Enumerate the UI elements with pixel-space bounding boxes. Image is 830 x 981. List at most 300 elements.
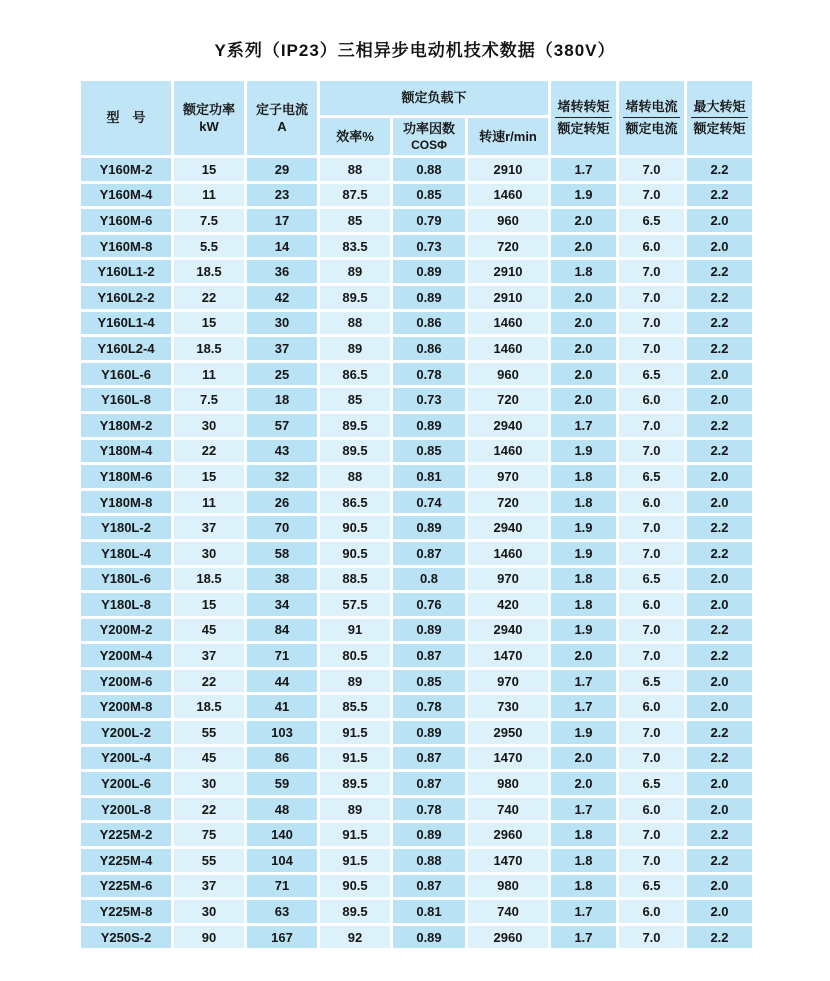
header-stator-current-line1: 定子电流: [255, 102, 308, 117]
model-cell: Y160M-8: [81, 235, 171, 258]
table-row: [81, 695, 752, 718]
table-row: [81, 491, 752, 514]
table-row: [81, 235, 752, 258]
value-cell: 90.5: [320, 542, 390, 565]
value-cell: 2.0: [551, 772, 616, 795]
value-cell: 6.5: [619, 209, 684, 232]
model-cell: Y180L-8: [81, 593, 171, 616]
value-cell: 1460: [468, 312, 548, 335]
value-cell: 2.2: [687, 184, 752, 207]
table-row: [81, 286, 752, 309]
value-cell: 30: [174, 900, 244, 923]
value-cell: 2.0: [687, 593, 752, 616]
value-cell: 2.2: [687, 440, 752, 463]
value-cell: 86.5: [320, 491, 390, 514]
table-row: [81, 209, 752, 232]
value-cell: 87.5: [320, 184, 390, 207]
value-cell: 2910: [468, 286, 548, 309]
value-cell: 29: [247, 158, 317, 181]
value-cell: 1.7: [551, 798, 616, 821]
value-cell: 0.86: [393, 312, 465, 335]
value-cell: 6.5: [619, 772, 684, 795]
value-cell: 45: [174, 619, 244, 642]
value-cell: 0.89: [393, 286, 465, 309]
value-cell: 11: [174, 491, 244, 514]
value-cell: 1.9: [551, 619, 616, 642]
value-cell: 980: [468, 772, 548, 795]
table-row: [81, 900, 752, 923]
value-cell: 720: [468, 235, 548, 258]
value-cell: 7.0: [619, 619, 684, 642]
value-cell: 57.5: [320, 593, 390, 616]
value-cell: 91: [320, 619, 390, 642]
value-cell: 1.9: [551, 542, 616, 565]
value-cell: 2.0: [551, 644, 616, 667]
value-cell: 48: [247, 798, 317, 821]
value-cell: 2.0: [551, 235, 616, 258]
value-cell: 7.0: [619, 823, 684, 846]
model-cell: Y160M-2: [81, 158, 171, 181]
table-row: [81, 465, 752, 488]
table-row: [81, 260, 752, 283]
value-cell: 90.5: [320, 516, 390, 539]
value-cell: 2940: [468, 516, 548, 539]
value-cell: 7.0: [619, 337, 684, 360]
value-cell: 2940: [468, 619, 548, 642]
value-cell: 1.8: [551, 823, 616, 846]
value-cell: 6.5: [619, 670, 684, 693]
model-cell: Y160L-8: [81, 388, 171, 411]
value-cell: 89: [320, 798, 390, 821]
value-cell: 0.87: [393, 875, 465, 898]
value-cell: 89.5: [320, 772, 390, 795]
model-cell: Y200M-4: [81, 644, 171, 667]
value-cell: 1460: [468, 337, 548, 360]
header-speed: [468, 118, 548, 155]
value-cell: 26: [247, 491, 317, 514]
value-cell: 0.86: [393, 337, 465, 360]
table-header: [81, 81, 752, 155]
value-cell: 2.2: [687, 337, 752, 360]
value-cell: 38: [247, 568, 317, 591]
table-row: [81, 849, 752, 872]
value-cell: 7.0: [619, 158, 684, 181]
value-cell: 0.89: [393, 823, 465, 846]
value-cell: 85: [320, 209, 390, 232]
value-cell: 2.2: [687, 619, 752, 642]
value-cell: 2.2: [687, 926, 752, 949]
value-cell: 2.0: [551, 747, 616, 770]
header-model-label: 型 号: [106, 110, 146, 125]
model-cell: Y180L-6: [81, 568, 171, 591]
value-cell: 1.7: [551, 158, 616, 181]
value-cell: 0.87: [393, 772, 465, 795]
value-cell: 1.8: [551, 849, 616, 872]
table-row: [81, 747, 752, 770]
model-cell: Y200M-6: [81, 670, 171, 693]
value-cell: 89.5: [320, 286, 390, 309]
value-cell: 1.8: [551, 568, 616, 591]
value-cell: 42: [247, 286, 317, 309]
value-cell: 960: [468, 209, 548, 232]
value-cell: 2.0: [551, 337, 616, 360]
value-cell: 37: [247, 337, 317, 360]
table-row: [81, 158, 752, 181]
value-cell: 970: [468, 568, 548, 591]
value-cell: 2.2: [687, 312, 752, 335]
model-cell: Y225M-2: [81, 823, 171, 846]
value-cell: 44: [247, 670, 317, 693]
header-rated-load-group: [320, 81, 548, 115]
value-cell: 720: [468, 388, 548, 411]
model-cell: Y160M-4: [81, 184, 171, 207]
value-cell: 0.78: [393, 695, 465, 718]
value-cell: 104: [247, 849, 317, 872]
value-cell: 6.0: [619, 798, 684, 821]
value-cell: 6.0: [619, 593, 684, 616]
table-row: [81, 721, 752, 744]
value-cell: 71: [247, 644, 317, 667]
value-cell: 7.0: [619, 312, 684, 335]
value-cell: 0.85: [393, 670, 465, 693]
model-cell: Y225M-8: [81, 900, 171, 923]
value-cell: 30: [247, 312, 317, 335]
value-cell: 1470: [468, 747, 548, 770]
model-cell: Y200L-2: [81, 721, 171, 744]
value-cell: 22: [174, 798, 244, 821]
model-cell: Y160L2-4: [81, 337, 171, 360]
value-cell: 0.85: [393, 184, 465, 207]
header-efficiency-label: 效率%: [336, 128, 374, 144]
value-cell: 0.81: [393, 900, 465, 923]
value-cell: 1.7: [551, 900, 616, 923]
table-row: [81, 363, 752, 386]
value-cell: 90: [174, 926, 244, 949]
motor-spec-table: [78, 78, 755, 951]
value-cell: 63: [247, 900, 317, 923]
value-cell: 740: [468, 798, 548, 821]
value-cell: 2940: [468, 414, 548, 437]
value-cell: 89.5: [320, 414, 390, 437]
value-cell: 0.78: [393, 363, 465, 386]
value-cell: 0.89: [393, 414, 465, 437]
value-cell: 167: [247, 926, 317, 949]
model-cell: Y225M-4: [81, 849, 171, 872]
value-cell: 730: [468, 695, 548, 718]
header-max-torque-ratio: [687, 81, 752, 155]
value-cell: 0.87: [393, 542, 465, 565]
table-row: [81, 516, 752, 539]
value-cell: 30: [174, 414, 244, 437]
model-cell: Y180M-8: [81, 491, 171, 514]
value-cell: 15: [174, 312, 244, 335]
value-cell: 7.0: [619, 926, 684, 949]
value-cell: 2.2: [687, 721, 752, 744]
value-cell: 91.5: [320, 747, 390, 770]
value-cell: 89.5: [320, 440, 390, 463]
value-cell: 89.5: [320, 900, 390, 923]
value-cell: 7.0: [619, 414, 684, 437]
value-cell: 59: [247, 772, 317, 795]
value-cell: 89: [320, 670, 390, 693]
value-cell: 0.79: [393, 209, 465, 232]
value-cell: 0.74: [393, 491, 465, 514]
value-cell: 86.5: [320, 363, 390, 386]
value-cell: 37: [174, 644, 244, 667]
value-cell: 2.2: [687, 542, 752, 565]
value-cell: 91.5: [320, 721, 390, 744]
model-cell: Y200M-2: [81, 619, 171, 642]
value-cell: 720: [468, 491, 548, 514]
header-power-factor: [393, 118, 465, 155]
value-cell: 2.0: [687, 388, 752, 411]
value-cell: 2.2: [687, 823, 752, 846]
value-cell: 15: [174, 465, 244, 488]
value-cell: 2.2: [687, 516, 752, 539]
value-cell: 1460: [468, 542, 548, 565]
header-model: [81, 81, 171, 155]
header-rated-power-line1: 额定功率: [182, 102, 235, 117]
model-cell: Y160L-6: [81, 363, 171, 386]
table-row: [81, 440, 752, 463]
model-cell: Y180M-6: [81, 465, 171, 488]
value-cell: 2.0: [687, 235, 752, 258]
value-cell: 0.89: [393, 721, 465, 744]
value-cell: 18.5: [174, 695, 244, 718]
value-cell: 1.9: [551, 184, 616, 207]
value-cell: 34: [247, 593, 317, 616]
value-cell: 2.2: [687, 849, 752, 872]
value-cell: 0.89: [393, 260, 465, 283]
value-cell: 1.7: [551, 414, 616, 437]
table-row: [81, 619, 752, 642]
value-cell: 86: [247, 747, 317, 770]
value-cell: 84: [247, 619, 317, 642]
value-cell: 30: [174, 542, 244, 565]
value-cell: 7.0: [619, 516, 684, 539]
value-cell: 0.89: [393, 516, 465, 539]
model-cell: Y200L-4: [81, 747, 171, 770]
value-cell: 7.0: [619, 440, 684, 463]
table-row: [81, 414, 752, 437]
value-cell: 420: [468, 593, 548, 616]
value-cell: 1.8: [551, 491, 616, 514]
locked-current-denominator: 额定电流: [625, 121, 678, 136]
header-speed-label: 转速r/min: [479, 128, 537, 144]
value-cell: 91.5: [320, 823, 390, 846]
value-cell: 7.5: [174, 209, 244, 232]
value-cell: 7.0: [619, 644, 684, 667]
value-cell: 43: [247, 440, 317, 463]
value-cell: 6.0: [619, 695, 684, 718]
value-cell: 92: [320, 926, 390, 949]
value-cell: 2.0: [551, 209, 616, 232]
value-cell: 6.0: [619, 235, 684, 258]
value-cell: 2.0: [687, 772, 752, 795]
table-row: [81, 184, 752, 207]
value-cell: 0.76: [393, 593, 465, 616]
value-cell: 0.87: [393, 644, 465, 667]
table-row: [81, 644, 752, 667]
value-cell: 1.7: [551, 695, 616, 718]
value-cell: 7.0: [619, 849, 684, 872]
max-torque-fraction: [691, 99, 747, 136]
value-cell: 15: [174, 593, 244, 616]
value-cell: 6.5: [619, 568, 684, 591]
value-cell: 0.87: [393, 747, 465, 770]
value-cell: 91.5: [320, 849, 390, 872]
value-cell: 23: [247, 184, 317, 207]
value-cell: 740: [468, 900, 548, 923]
value-cell: 18.5: [174, 337, 244, 360]
value-cell: 2.0: [687, 695, 752, 718]
model-cell: Y180M-2: [81, 414, 171, 437]
table-row: [81, 388, 752, 411]
value-cell: 2.0: [687, 798, 752, 821]
value-cell: 2960: [468, 926, 548, 949]
value-cell: 2910: [468, 158, 548, 181]
value-cell: 32: [247, 465, 317, 488]
value-cell: 7.0: [619, 721, 684, 744]
value-cell: 55: [174, 721, 244, 744]
value-cell: 2.0: [687, 900, 752, 923]
value-cell: 11: [174, 363, 244, 386]
value-cell: 2.0: [687, 875, 752, 898]
value-cell: 140: [247, 823, 317, 846]
value-cell: 970: [468, 465, 548, 488]
page-title: Y系列（IP23）三相异步电动机技术数据（380V）: [214, 41, 616, 60]
value-cell: 0.88: [393, 849, 465, 872]
value-cell: 960: [468, 363, 548, 386]
value-cell: 2.0: [551, 286, 616, 309]
value-cell: 88.5: [320, 568, 390, 591]
table-row: [81, 593, 752, 616]
table-row: [81, 670, 752, 693]
value-cell: 85.5: [320, 695, 390, 718]
table-row: [81, 875, 752, 898]
value-cell: 980: [468, 875, 548, 898]
header-power-factor-line1: 功率因数: [402, 120, 455, 136]
model-cell: Y200L-6: [81, 772, 171, 795]
value-cell: 2.0: [687, 670, 752, 693]
value-cell: 55: [174, 849, 244, 872]
value-cell: 85: [320, 388, 390, 411]
value-cell: 37: [174, 875, 244, 898]
value-cell: 57: [247, 414, 317, 437]
value-cell: 2.0: [687, 209, 752, 232]
value-cell: 1.9: [551, 721, 616, 744]
locked-torque-fraction: [555, 99, 611, 136]
model-cell: Y225M-6: [81, 875, 171, 898]
header-rated-power: [174, 81, 244, 155]
locked-torque-numerator: 堵转转矩: [555, 99, 611, 118]
value-cell: 90.5: [320, 875, 390, 898]
value-cell: 1.8: [551, 260, 616, 283]
header-efficiency: [320, 118, 390, 155]
value-cell: 15: [174, 158, 244, 181]
value-cell: 22: [174, 670, 244, 693]
model-cell: Y250S-2: [81, 926, 171, 949]
value-cell: 2.2: [687, 158, 752, 181]
value-cell: 18.5: [174, 568, 244, 591]
value-cell: 70: [247, 516, 317, 539]
value-cell: 6.5: [619, 465, 684, 488]
value-cell: 1460: [468, 440, 548, 463]
value-cell: 1.9: [551, 440, 616, 463]
header-locked-torque-ratio: [551, 81, 616, 155]
value-cell: 0.8: [393, 568, 465, 591]
model-cell: Y200M-8: [81, 695, 171, 718]
table-row: [81, 823, 752, 846]
value-cell: 5.5: [174, 235, 244, 258]
value-cell: 71: [247, 875, 317, 898]
value-cell: 1.7: [551, 670, 616, 693]
table-row: [81, 772, 752, 795]
value-cell: 1460: [468, 184, 548, 207]
value-cell: 1.8: [551, 465, 616, 488]
table-body: [81, 158, 752, 948]
model-cell: Y180L-4: [81, 542, 171, 565]
value-cell: 22: [174, 286, 244, 309]
value-cell: 0.88: [393, 158, 465, 181]
value-cell: 103: [247, 721, 317, 744]
model-cell: Y200L-8: [81, 798, 171, 821]
value-cell: 18: [247, 388, 317, 411]
model-cell: Y180L-2: [81, 516, 171, 539]
value-cell: 1.9: [551, 516, 616, 539]
value-cell: 18.5: [174, 260, 244, 283]
value-cell: 37: [174, 516, 244, 539]
value-cell: 89: [320, 260, 390, 283]
model-cell: Y160L1-4: [81, 312, 171, 335]
header-rated-power-unit: kW: [199, 119, 219, 134]
value-cell: 2.0: [551, 388, 616, 411]
value-cell: 0.73: [393, 388, 465, 411]
header-stator-current: [247, 81, 317, 155]
value-cell: 2.0: [687, 491, 752, 514]
value-cell: 36: [247, 260, 317, 283]
value-cell: 30: [174, 772, 244, 795]
value-cell: 2.0: [687, 568, 752, 591]
value-cell: 2960: [468, 823, 548, 846]
max-torque-numerator: 最大转矩: [691, 99, 747, 118]
table-row: [81, 926, 752, 949]
value-cell: 7.0: [619, 260, 684, 283]
header-stator-current-unit: A: [277, 119, 287, 134]
value-cell: 17: [247, 209, 317, 232]
value-cell: 2.0: [551, 363, 616, 386]
value-cell: 11: [174, 184, 244, 207]
value-cell: 80.5: [320, 644, 390, 667]
table-row: [81, 337, 752, 360]
table-row: [81, 798, 752, 821]
value-cell: 0.78: [393, 798, 465, 821]
value-cell: 89: [320, 337, 390, 360]
value-cell: 2.2: [687, 286, 752, 309]
value-cell: 0.85: [393, 440, 465, 463]
value-cell: 58: [247, 542, 317, 565]
value-cell: 14: [247, 235, 317, 258]
value-cell: 2.0: [551, 312, 616, 335]
locked-current-numerator: 堵转电流: [623, 99, 679, 118]
locked-torque-denominator: 额定转矩: [557, 121, 610, 136]
header-locked-current-ratio: [619, 81, 684, 155]
value-cell: 83.5: [320, 235, 390, 258]
value-cell: 7.0: [619, 286, 684, 309]
value-cell: 6.0: [619, 388, 684, 411]
model-cell: Y180M-4: [81, 440, 171, 463]
value-cell: 2.0: [687, 465, 752, 488]
